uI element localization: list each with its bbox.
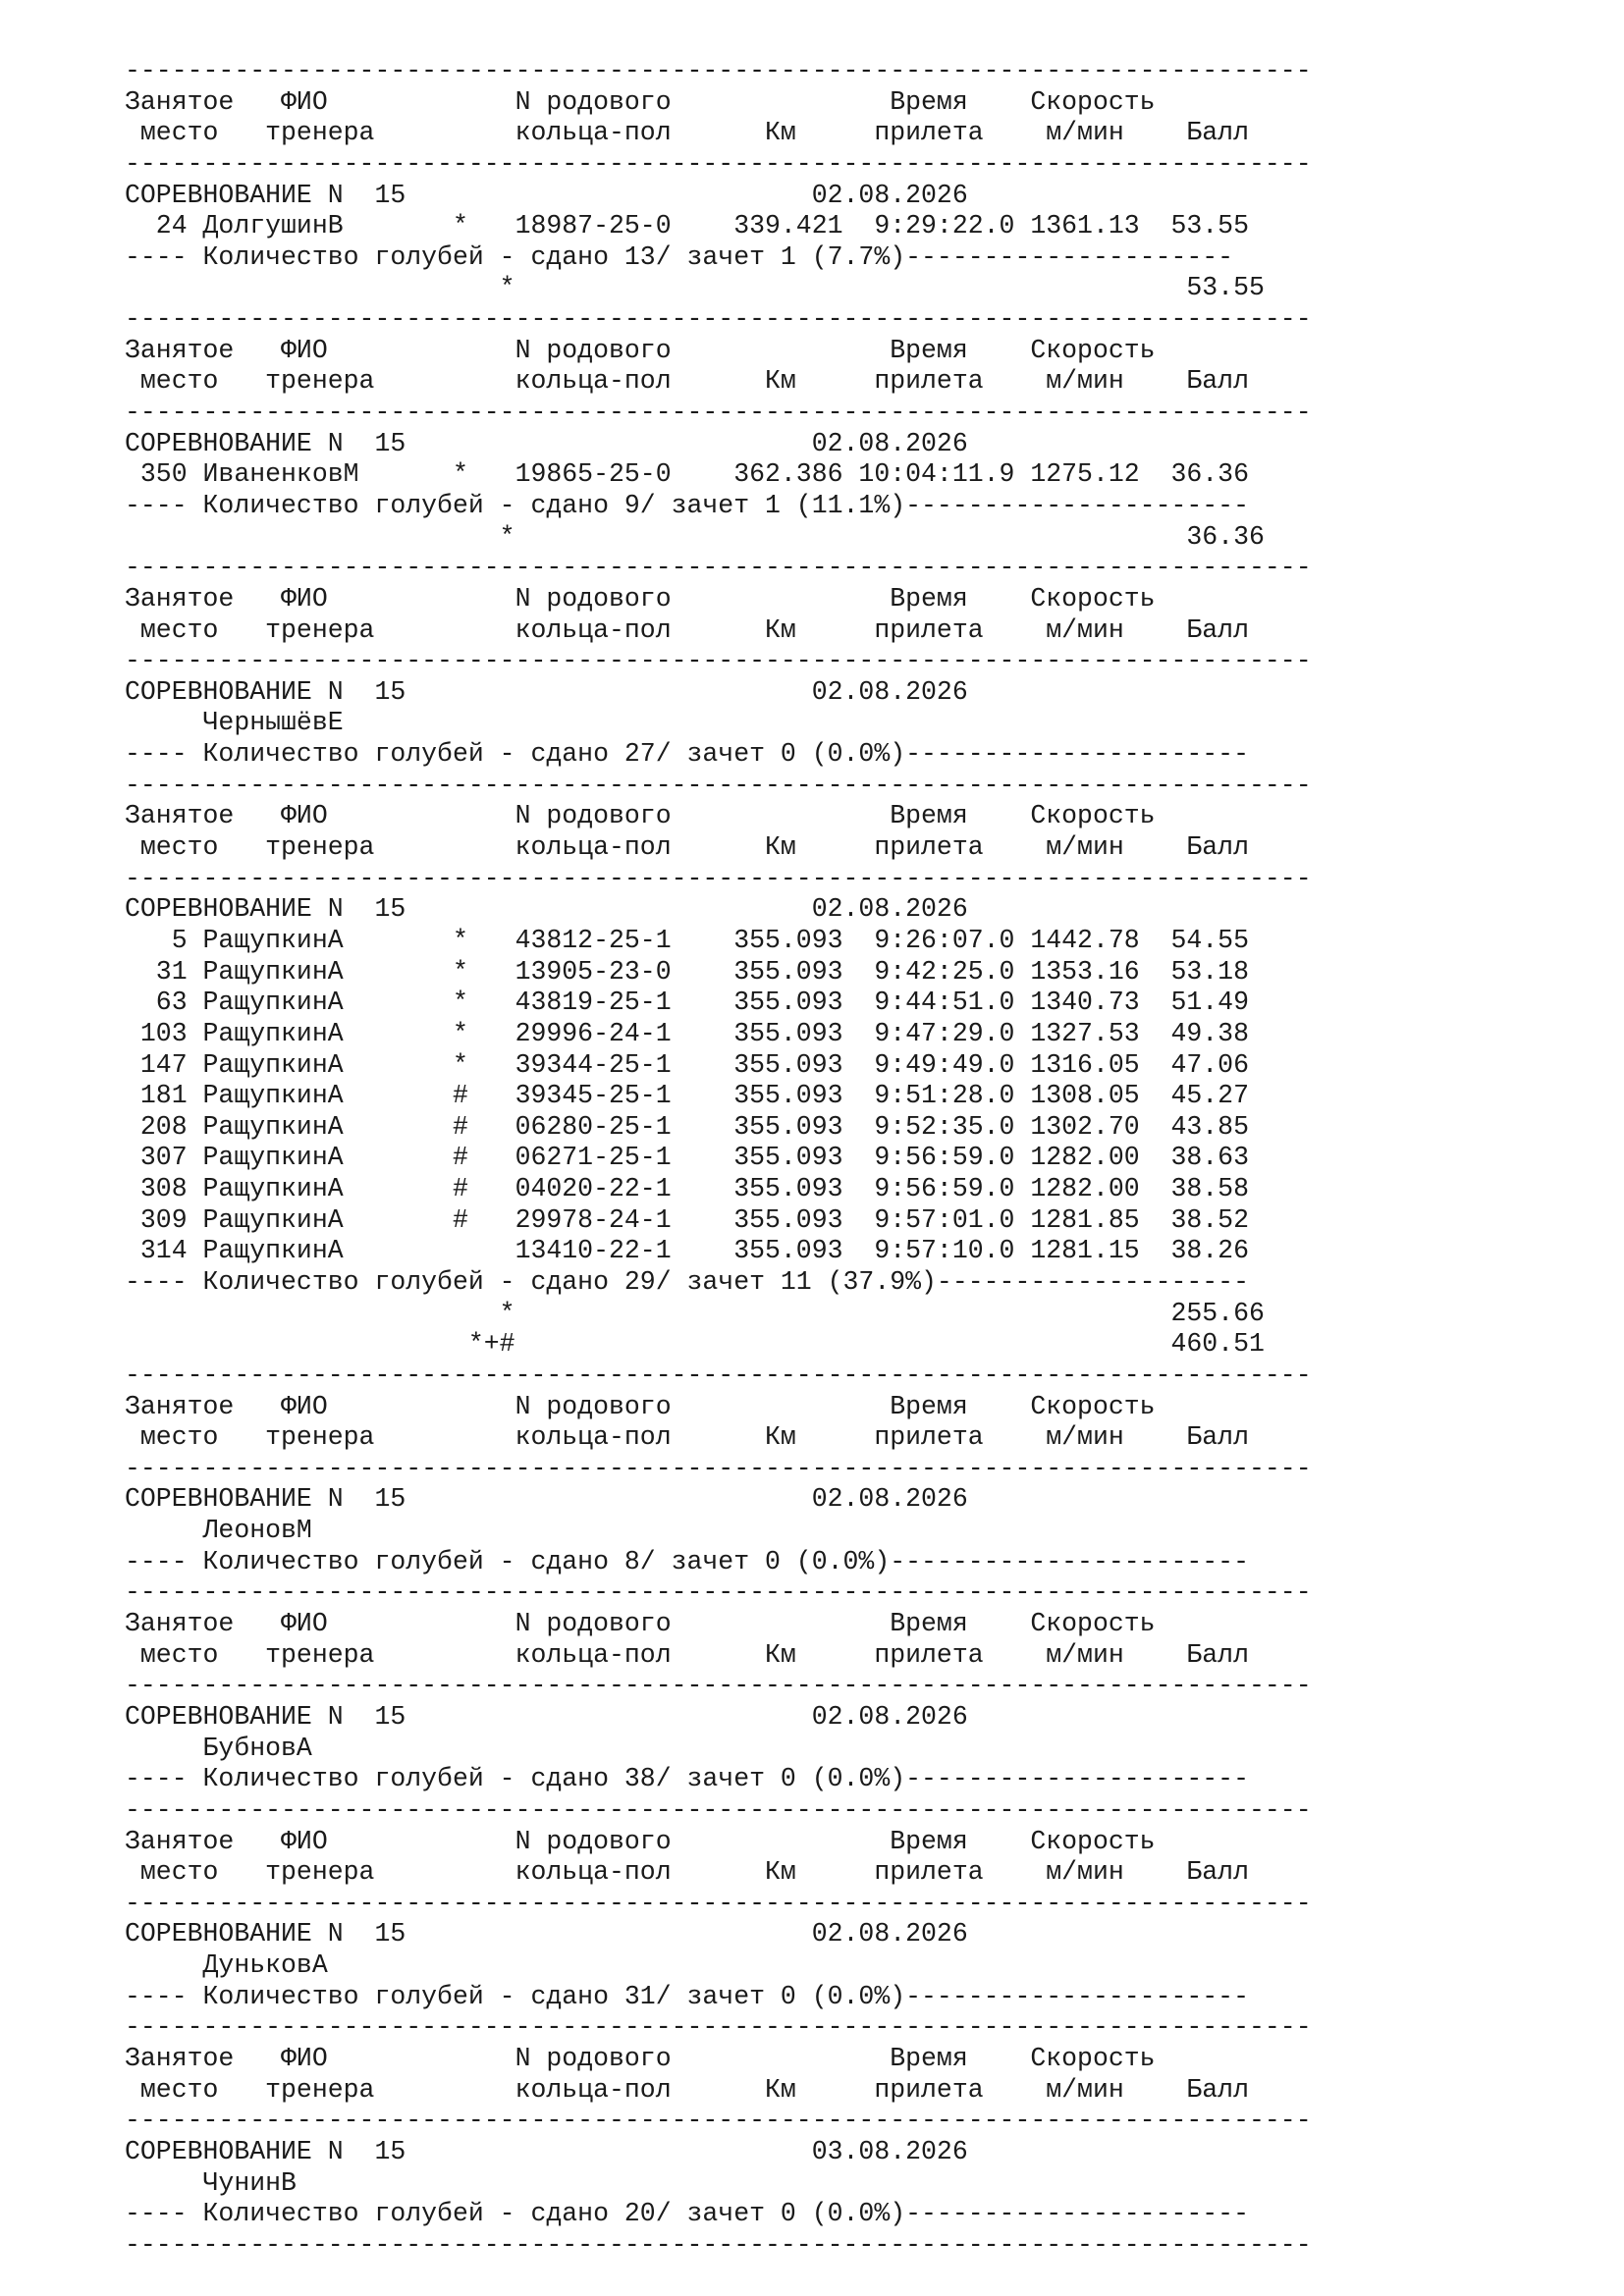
score-total-line: * 36.36 bbox=[125, 521, 1265, 552]
separator-line: ---------------------------------------------------------------------------- bbox=[125, 398, 1312, 428]
separator-line: ---------------------------------------------------------------------------- bbox=[125, 1888, 1312, 1918]
column-header-line-1: Занятое ФИО N родового Время Скорость bbox=[125, 335, 1156, 365]
column-header-line-2: место тренера кольца-пол Км прилета м/мин Балл bbox=[125, 1857, 1249, 1888]
separator-line: ---------------------------------------------------------------------------- bbox=[125, 1671, 1312, 1701]
result-row: 24 ДолгушинВ * 18987-25-0 339.421 9:29:22.0 1361.13 53.55 bbox=[125, 211, 1249, 241]
competition-header: СОРЕВНОВАНИЕ N 15 02.08.2026 bbox=[125, 1919, 968, 1949]
result-row: 63 РащупкинА * 43819-25-1 355.093 9:44:51.0 1340.73 51.49 bbox=[125, 988, 1249, 1018]
pigeon-count-summary: ---- Количество голубей - сдано 31/ зачет 0 (0.0%)---------------------- bbox=[125, 1981, 1249, 2011]
column-header-line-1: Занятое ФИО N родового Время Скорость bbox=[125, 1826, 1156, 1856]
column-header-line-1: Занятое ФИО N родового Время Скорость bbox=[125, 1391, 1156, 1421]
competition-header: СОРЕВНОВАНИЕ N 15 02.08.2026 bbox=[125, 1484, 968, 1515]
column-header-line-2: место тренера кольца-пол Км прилета м/мин Балл bbox=[125, 118, 1249, 148]
result-row: 147 РащупкинА * 39344-25-1 355.093 9:49:49.0 1316.05 47.06 bbox=[125, 1049, 1249, 1080]
pigeon-count-summary: ---- Количество голубей - сдано 9/ зачет 1 (11.1%)---------------------- bbox=[125, 490, 1249, 520]
separator-line: ---------------------------------------------------------------------------- bbox=[125, 1794, 1312, 1825]
separator-line: ---------------------------------------------------------------------------- bbox=[125, 304, 1312, 335]
result-row: 308 РащупкинА # 04020-22-1 355.093 9:56:59.0 1282.00 38.58 bbox=[125, 1174, 1249, 1204]
column-header-line-1: Занятое ФИО N родового Время Скорость bbox=[125, 801, 1156, 831]
pigeon-count-summary: ---- Количество голубей - сдано 29/ зачет 11 (37.9%)-------------------- bbox=[125, 1266, 1249, 1297]
separator-line: ---------------------------------------------------------------------------- bbox=[125, 553, 1312, 583]
result-row: 208 РащупкинА # 06280-25-1 355.093 9:52:35.0 1302.70 43.85 bbox=[125, 1111, 1249, 1142]
fancier-name: ЧунинВ bbox=[125, 2167, 297, 2198]
column-header-line-1: Занятое ФИО N родового Время Скорость bbox=[125, 583, 1156, 614]
separator-line: ---------------------------------------------------------------------------- bbox=[125, 56, 1312, 85]
column-header-line-1: Занятое ФИО N родового Время Скорость bbox=[125, 86, 1156, 117]
fancier-name: ЛеоновМ bbox=[125, 1516, 312, 1546]
competition-header: СОРЕВНОВАНИЕ N 15 02.08.2026 bbox=[125, 1701, 968, 1732]
result-row: 103 РащупкинА * 29996-24-1 355.093 9:47:29.0 1327.53 49.38 bbox=[125, 1018, 1249, 1048]
separator-line: ---------------------------------------------------------------------------- bbox=[125, 770, 1312, 800]
fancier-name: ДуньковА bbox=[125, 1950, 328, 1981]
column-header-line-2: место тренера кольца-пол Км прилета м/мин Балл bbox=[125, 366, 1249, 397]
score-total-line: * 255.66 bbox=[125, 1298, 1265, 1328]
competition-header: СОРЕВНОВАНИЕ N 15 02.08.2026 bbox=[125, 676, 968, 707]
separator-line: ---------------------------------------------------------------------------- bbox=[125, 646, 1312, 676]
result-row: 31 РащупкинА * 13905-23-0 355.093 9:42:25.0 1353.16 53.18 bbox=[125, 956, 1249, 987]
separator-line: ---------------------------------------------------------------------------- bbox=[125, 2106, 1312, 2136]
result-row: 5 РащупкинА * 43812-25-1 355.093 9:26:07.0 1442.78 54.55 bbox=[125, 925, 1249, 955]
result-row: 307 РащупкинА # 06271-25-1 355.093 9:56:59.0 1282.00 38.63 bbox=[125, 1143, 1249, 1173]
pigeon-count-summary: ---- Количество голубей - сдано 20/ зачет 0 (0.0%)---------------------- bbox=[125, 2199, 1249, 2229]
separator-line: ---------------------------------------------------------------------------- bbox=[125, 2229, 1312, 2260]
score-total-line: * 53.55 bbox=[125, 273, 1265, 303]
competition-header: СОРЕВНОВАНИЕ N 15 02.08.2026 bbox=[125, 180, 968, 210]
column-header-line-2: место тренера кольца-пол Км прилета м/мин Балл bbox=[125, 1422, 1249, 1453]
pigeon-count-summary: ---- Количество голубей - сдано 13/ зачет 1 (7.7%)--------------------- bbox=[125, 241, 1234, 272]
separator-line: ---------------------------------------------------------------------------- bbox=[125, 863, 1312, 893]
fancier-name: БубновА bbox=[125, 1733, 312, 1763]
column-header-line-2: место тренера кольца-пол Км прилета м/мин Балл bbox=[125, 2074, 1249, 2105]
column-header-line-2: место тренера кольца-пол Км прилета м/мин Балл bbox=[125, 1639, 1249, 1670]
pigeon-count-summary: ---- Количество голубей - сдано 38/ зачет 0 (0.0%)---------------------- bbox=[125, 1764, 1249, 1794]
pigeon-count-summary: ---- Количество голубей - сдано 8/ зачет 0 (0.0%)----------------------- bbox=[125, 1546, 1249, 1576]
pigeon-count-summary: ---- Количество голубей - сдано 27/ зачет 0 (0.0%)---------------------- bbox=[125, 739, 1249, 770]
separator-line: ---------------------------------------------------------------------------- bbox=[125, 148, 1312, 179]
separator-line: ---------------------------------------------------------------------------- bbox=[125, 1577, 1312, 1608]
separator-line: ---------------------------------------------------------------------------- bbox=[125, 2012, 1312, 2043]
result-row: 314 РащупкинА 13410-22-1 355.093 9:57:10.0 1281.15 38.26 bbox=[125, 1236, 1249, 1266]
separator-line: ---------------------------------------------------------------------------- bbox=[125, 1453, 1312, 1483]
competition-header: СОРЕВНОВАНИЕ N 15 02.08.2026 bbox=[125, 894, 968, 925]
column-header-line-1: Занятое ФИО N родового Время Скорость bbox=[125, 1609, 1156, 1639]
score-total-line: *+# 460.51 bbox=[125, 1329, 1265, 1360]
result-row: 350 ИваненковМ * 19865-25-0 362.386 10:04:11.9 1275.12 36.36 bbox=[125, 459, 1249, 490]
separator-line: ---------------------------------------------------------------------------- bbox=[125, 1360, 1312, 1390]
column-header-line-2: место тренера кольца-пол Км прилета м/мин Балл bbox=[125, 614, 1249, 645]
fancier-name: ЧернышёвЕ bbox=[125, 708, 344, 738]
results-report bbox=[125, 56, 1312, 2261]
result-row: 181 РащупкинА # 39345-25-1 355.093 9:51:28.0 1308.05 45.27 bbox=[125, 1081, 1249, 1111]
competition-header: СОРЕВНОВАНИЕ N 15 03.08.2026 bbox=[125, 2136, 968, 2166]
result-row: 309 РащупкинА # 29978-24-1 355.093 9:57:01.0 1281.85 38.52 bbox=[125, 1204, 1249, 1235]
column-header-line-1: Занятое ФИО N родового Время Скорость bbox=[125, 2044, 1156, 2073]
competition-header: СОРЕВНОВАНИЕ N 15 02.08.2026 bbox=[125, 428, 968, 458]
column-header-line-2: место тренера кольца-пол Км прилета м/мин Балл bbox=[125, 832, 1249, 863]
